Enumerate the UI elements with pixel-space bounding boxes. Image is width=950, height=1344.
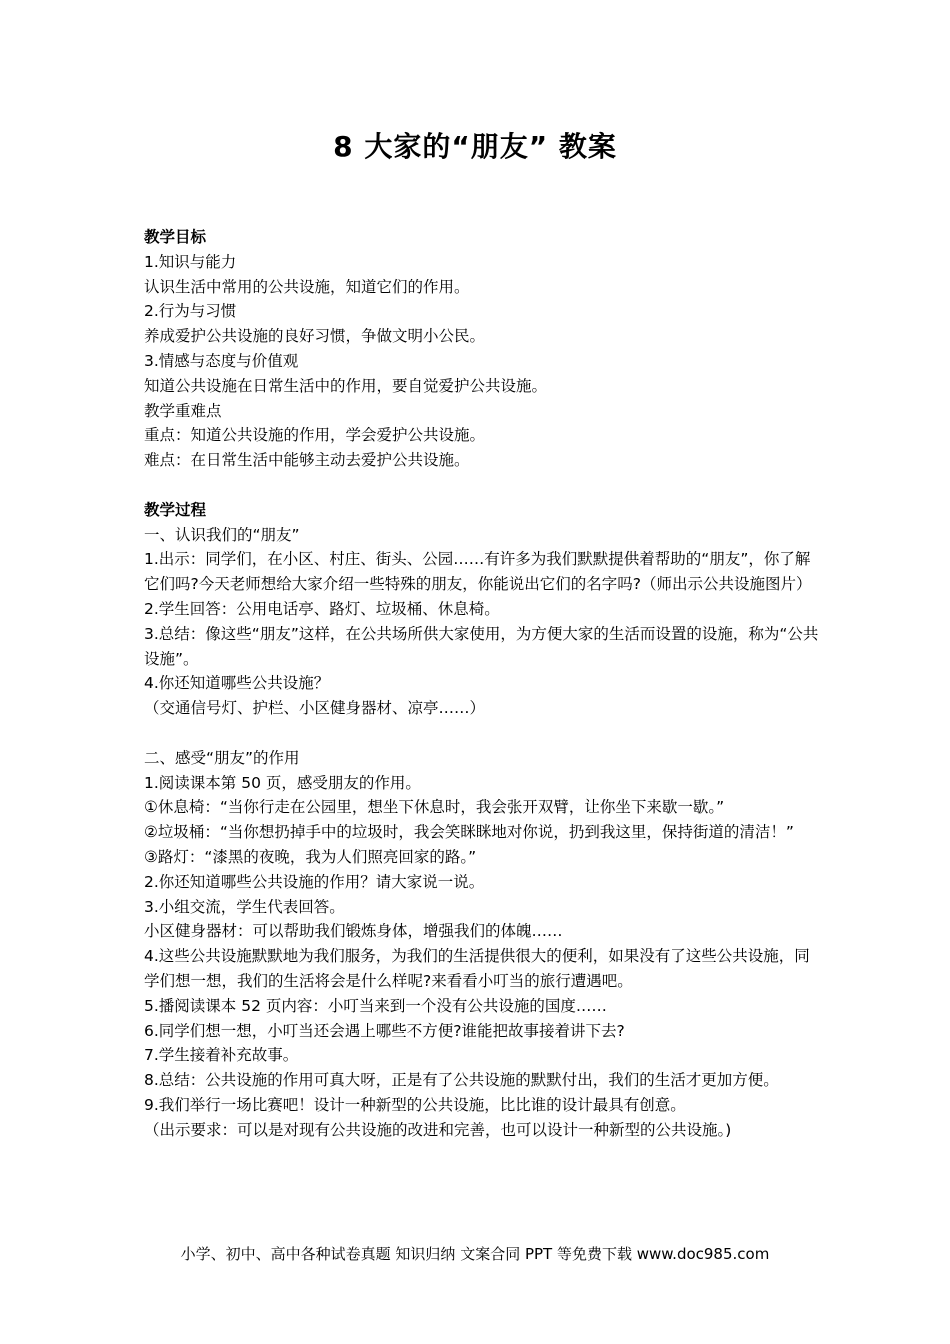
paragraph: （交通信号灯、护栏、小区健身器材、凉亭……） (144, 699, 486, 718)
paragraph: 知道公共设施在日常生活中的作用，要自觉爱护公共设施。 (144, 376, 548, 395)
paragraph: 二、感受“朋友”的作用 (144, 748, 300, 767)
paragraph: 1.阅读课本第 50 页，感受朋友的作用。 (144, 773, 421, 792)
document-body (144, 225, 819, 1142)
paragraph: ①休息椅：“当你行走在公园里，想坐下休息时，我会张开双臂，让你坐下来歇一歇。” (144, 798, 725, 817)
document-title: 8 大家的“朋友” 教案 (333, 130, 617, 163)
paragraph: 难点：在日常生活中能够主动去爱护公共设施。 (144, 451, 470, 470)
paragraph: （出示要求：可以是对现有公共设施的改进和完善，也可以设计一种新型的公共设施。) (144, 1120, 732, 1139)
paragraph: 3.小组交流，学生代表回答。 (144, 897, 345, 916)
paragraph: 3.总结：像这些“朋友”这样，在公共场所供大家使用，为方便大家的生活而设置的设施，称为“公共设施”。 (144, 624, 819, 668)
paragraph: 重点：知道公共设施的作用，学会爱护公共设施。 (144, 426, 486, 445)
paragraph: 1.出示：同学们，在小区、村庄、街头、公园……有许多为我们默默提供着帮助的“朋友”，你了解它们吗?今天老师想给大家介绍一些特殊的朋友，你能说出它们的名字吗?（师出示公共设施图片） (144, 550, 812, 594)
paragraph: 认识生活中常用的公共设施，知道它们的作用。 (144, 277, 470, 296)
paragraph: 2.行为与习惯 (144, 302, 237, 321)
paragraph: 4.你还知道哪些公共设施？ (144, 674, 330, 693)
paragraph: 一、认识我们的“朋友” (144, 525, 300, 544)
paragraph: 7.学生接着补充故事。 (144, 1046, 299, 1065)
spacer (144, 473, 819, 498)
paragraph: 6.同学们想一想，小叮当还会遇上哪些不方便?谁能把故事接着讲下去? (144, 1021, 625, 1040)
paragraph: 2.学生回答：公用电话亭、路灯、垃圾桶、休息椅。 (144, 599, 500, 618)
paragraph: 9.我们举行一场比赛吧！设计一种新型的公共设施，比比谁的设计最具有创意。 (144, 1095, 686, 1114)
section-heading-objectives: 教学目标 (144, 228, 207, 246)
paragraph: 4.这些公共设施默默地为我们服务，为我们的生活提供很大的便利，如果没有了这些公共设施，同学们想一想，我们的生活将会是什么样呢?来看看小叮当的旅行遭遇吧。 (144, 947, 810, 990)
paragraph: 2.你还知道哪些公共设施的作用？请大家说一说。 (144, 872, 485, 891)
paragraph: 5.播阅读课本 52 页内容：小叮当来到一个没有公共设施的国度…… (144, 996, 607, 1015)
paragraph: 8.总结：公共设施的作用可真大呀，正是有了公共设施的默默付出，我们的生活才更加方便。 (144, 1071, 779, 1090)
paragraph: 3.情感与态度与价值观 (144, 351, 299, 370)
paragraph: 教学重难点 (144, 401, 222, 420)
paragraph: 养成爱护公共设施的良好习惯，争做文明小公民。 (144, 327, 486, 346)
paragraph: 1.知识与能力 (144, 252, 237, 271)
paragraph: ③路灯：“漆黑的夜晚，我为人们照亮回家的路。” (144, 847, 477, 866)
spacer (144, 721, 819, 746)
page-footer: 小学、初中、高中各种试卷真题 知识归纳 文案合同 PPT 等免费下载 www.doc985.com (180, 1245, 770, 1263)
paragraph: 小区健身器材：可以帮助我们锻炼身体，增强我们的体魄…… (144, 922, 563, 941)
section-heading-process: 教学过程 (144, 500, 207, 519)
paragraph: ②垃圾桶：“当你想扔掉手中的垃圾时，我会笑眯眯地对你说，扔到我这里，保持街道的清洁！” (144, 823, 794, 842)
